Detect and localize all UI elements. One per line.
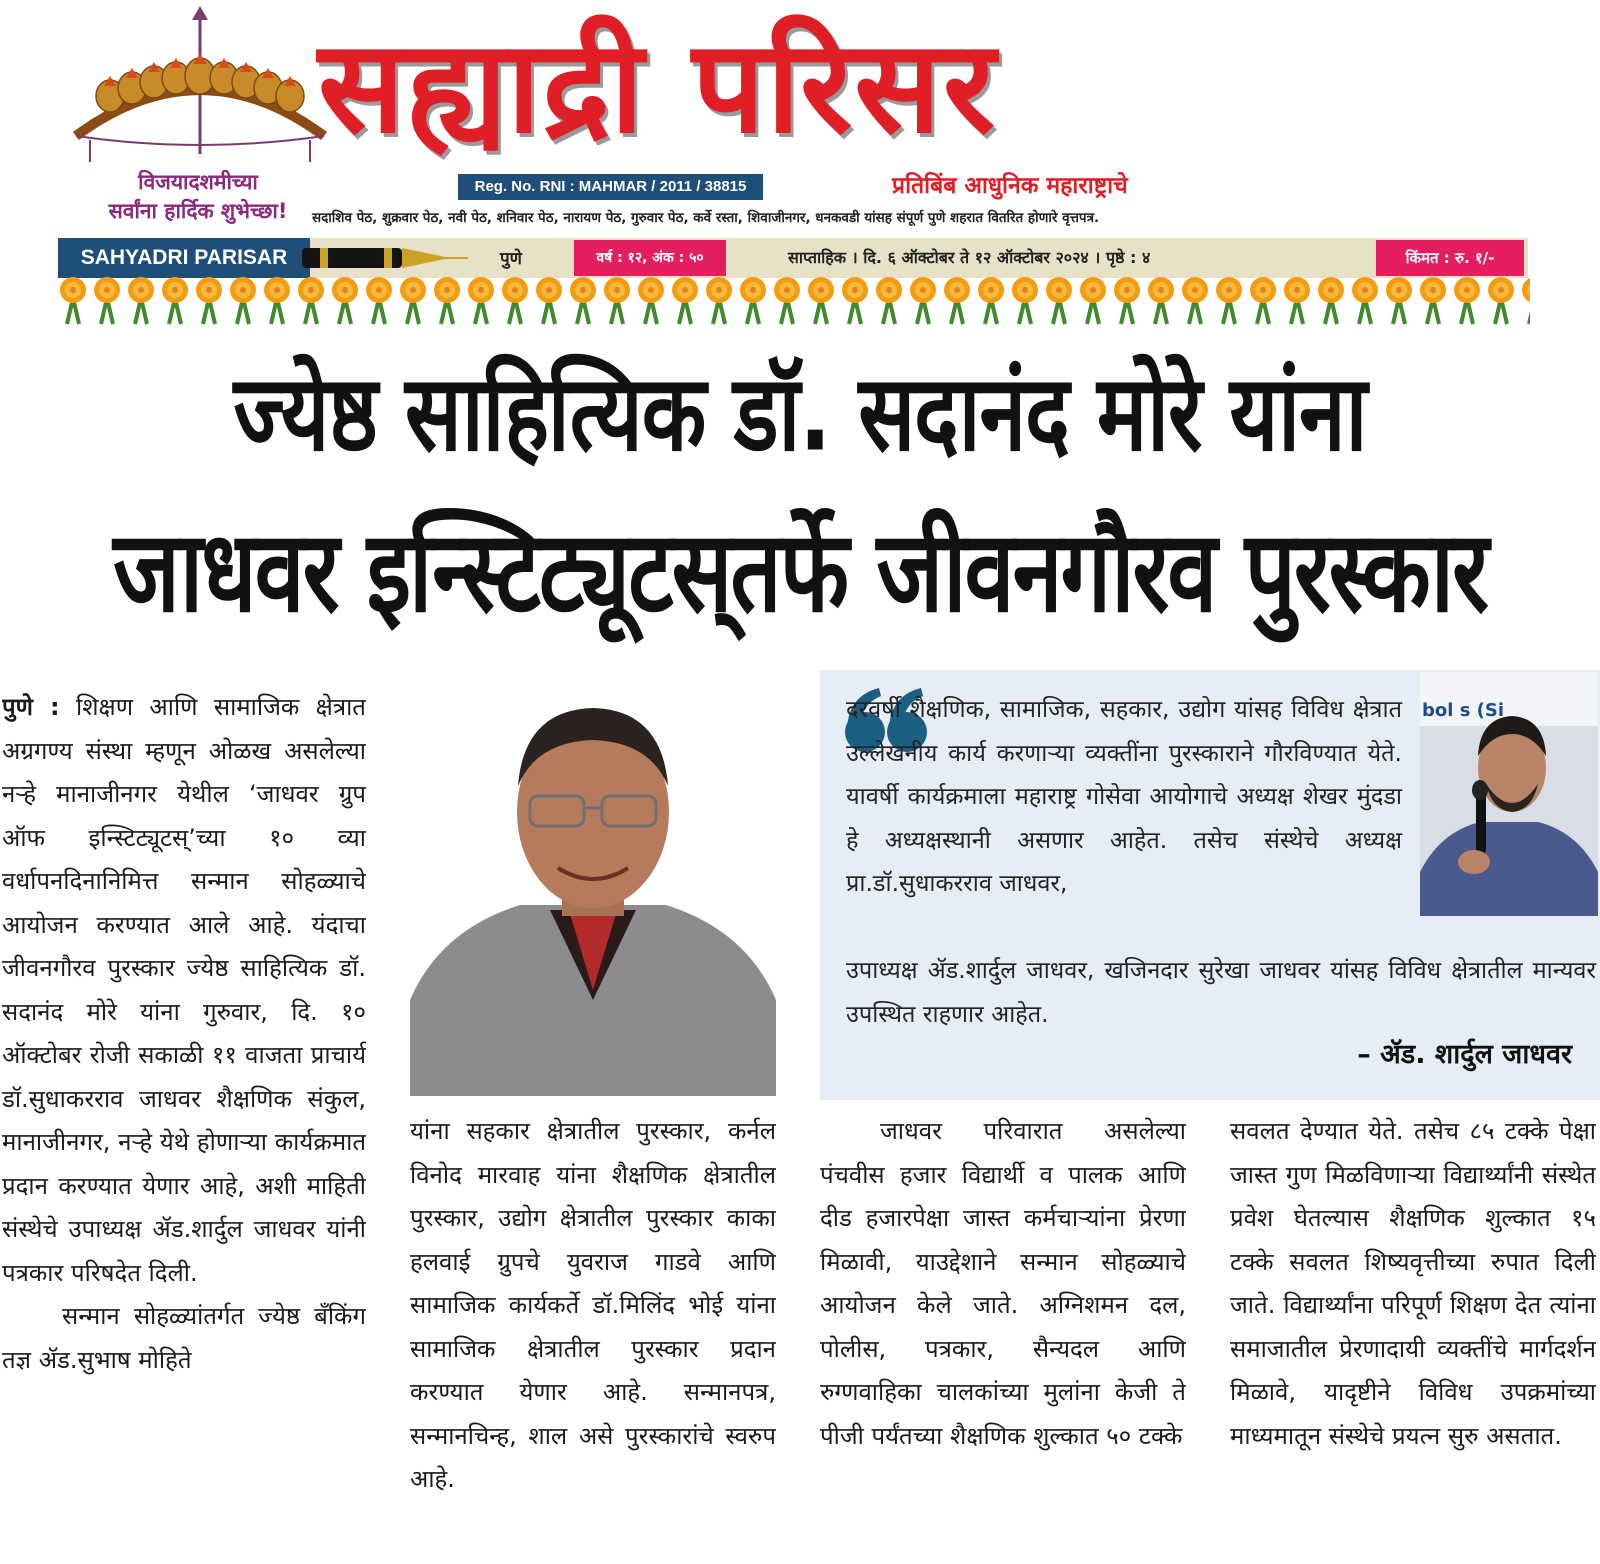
- greeting-line-2: सर्वांना हार्दिक शुभेच्छा!: [108, 199, 288, 223]
- greeting-line-1: विजयादशमीच्या: [138, 170, 258, 194]
- english-name-badge: SAHYADRI PARISAR: [58, 238, 310, 278]
- article-column-2: यांना सहकार क्षेत्रातील पुरस्कार, कर्नल विनोद मारवाह यांना शैक्षणिक क्षेत्रातील पुरस्कार, उद्योग क्षेत्रातील पुरस्कार काका हलवाई ग्रुपचे युवराज गाडवे आणि सामाजिक कार्यकर्ते डॉ.मिलिंद भोई यांना सामाजिक क्षेत्रातील पुरस्कार प्रदान करण्यात येणार आहे. सन्मानपत्र, सन्मानचिन्ह, शाल असे पुरस्कारांचे स्वरुप आहे.: [410, 1117, 776, 1493]
- quote-text-part-2: उपाध्यक्ष ॲड.शार्दुल जाधवर, खजिनदार सुरेखा जाधवर यांसह विविध क्षेत्रातील मान्यवर उपस्थित राहणार आहेत.: [846, 956, 1596, 1028]
- headline-line-2: जाधवर इन्स्टिट्यूटस्‌तर्फे जीवनगौरव पुरस्कार: [113, 506, 1487, 638]
- dateline: पुणे :: [2, 693, 60, 721]
- article-column-3: जाधवर परिवारात असलेल्या पंचवीस हजार विद्यार्थी व पालक आणि दीड हजारपेक्षा जास्त कर्मचाऱ्यांना प्रेरणा मिळावी, याउद्देशाने सन्मान सोहळ्याचे आयोजन केले जाते. अग्निशमन दल, पोलीस, पत्रकार, सैन्यदल आणि रुग्णवाहिका चालकांच्या मुलांना केजी ते पीजी पर्यंतच्या शैक्षणिक शुल्कात ५० टक्के: [820, 1117, 1186, 1450]
- photo-banner-text: bol s (Si: [1422, 700, 1505, 721]
- article-paragraph-2: सन्मान सोहळ्यांतर्गत ज्येष्ठ बँकिंग तज्ञ ॲड.सुभाष मोहिते: [2, 1302, 366, 1374]
- article-paragraph-1: [2, 686, 366, 1295]
- festival-greeting: [70, 168, 326, 226]
- issue-badge: वर्ष : १२, अंक : ५०: [574, 240, 726, 276]
- headline-line-1: ज्येष्ठ साहित्यिक डॉ. सदानंद मोरे यांना: [233, 351, 1367, 475]
- registration-number: Reg. No. RNI : MAHMAR / 2011 / 38815: [458, 174, 763, 200]
- distribution-areas: सदाशिव पेठ, शुक्रवार पेठ, नवी पेठ, शनिवार पेठ, नारायण पेठ, गुरुवार पेठ, कर्वे रस्ता, शिवाजीनगर, धनकवडी यांसह संपूर्ण पुणे शहरात वितरित होणारे वृत्तपत्र.: [312, 210, 1100, 226]
- edition-info: साप्ताहिक । दि. ६ ऑक्टोबर ते १२ ऑक्टोबर २०२४ । पृष्ठे : ४: [788, 248, 1151, 267]
- article-column-4: सवलत देण्यात येते. तसेच ८५ टक्के पेक्षा जास्त गुण मिळविणाऱ्या विद्यार्थ्यांनी संस्थेत प्रवेश घेतल्यास शैक्षणिक शुल्कात १५ टक्के सवलत शिष्यवृत्तीच्या रुपात दिली जाते. विद्यार्थ्यांना परिपूर्ण शिक्षण देत त्यांना समाजातील प्रेरणादायी व्यक्तींचे मार्गदर्शन मिळावे, यादृष्टीने विविध उपक्रमांच्या माध्यमातून संस्थेचे प्रयत्न सुरु असतात.: [1230, 1117, 1596, 1450]
- price-badge: किंमत : रु. १/-: [1376, 240, 1524, 276]
- quote-text-part-1: दरवर्षी शैक्षणिक, सामाजिक, सहकार, उद्योग यांसह विविध क्षेत्रात उल्लेखनीय कार्य करणाऱ्या व्यक्तींना पुरस्काराने गौरविण्यात येते. यावर्षी कार्यक्रमाला महाराष्ट्र गोसेवा आयोगाचे अध्यक्ष शेखर मुंदडा हे अध्यक्षस्थानी असणार आहेत. तसेच संस्थेचे अध्यक्ष प्रा.डॉ.सुधाकरराव जाधवर,: [846, 695, 1402, 897]
- quote-attribution: – ॲड. शार्दुल जाधवर: [1357, 1039, 1572, 1070]
- newspaper-title: सह्याद्री परिसर: [318, 12, 998, 162]
- portrait-photo-shardul-jadhavar: [1420, 672, 1598, 916]
- portrait-photo-sadanand-more: [410, 700, 776, 1096]
- marigold-garland: [56, 276, 1530, 326]
- article-column-1: [2, 686, 366, 1564]
- city-label: पुणे: [500, 249, 522, 269]
- masthead: [0, 0, 1600, 330]
- fountain-pen-icon: [300, 240, 470, 276]
- tagline: प्रतिबिंब आधुनिक महाराष्ट्राचे: [892, 173, 1128, 199]
- ravan-bow-logo: [70, 4, 330, 172]
- article-text: शिक्षण आणि सामाजिक क्षेत्रात अग्रगण्य संस्था म्हणून ओळख असलेल्या नऱ्हे मानाजीनगर येथील ‘जाधवर ग्रुप ऑफ इन्स्टिट्यूटस्’च्या १० व्या वर्धापनदिनानिमित्त सन्मान सोहळ्याचे आयोजन करण्यात आले आहे. यंदाचा जीवनगौरव पुरस्कार ज्येष्ठ साहित्यिक डॉ. सदानंद मोरे यांना गुरुवार, दि. १० ऑक्टोबर रोजी सकाळी ११ वाजता प्राचार्य डॉ.सुधाकरराव जाधवर शैक्षणिक संकुल, मानाजीनगर, नऱ्हे येथे होणाऱ्या कार्यक्रमात प्रदान करण्यात येणार आहे, अशी माहिती संस्थेचे उपाध्यक्ष ॲड.शार्दुल जाधवर यांनी पत्रकार परिषदेत दिली.: [2, 693, 366, 1287]
